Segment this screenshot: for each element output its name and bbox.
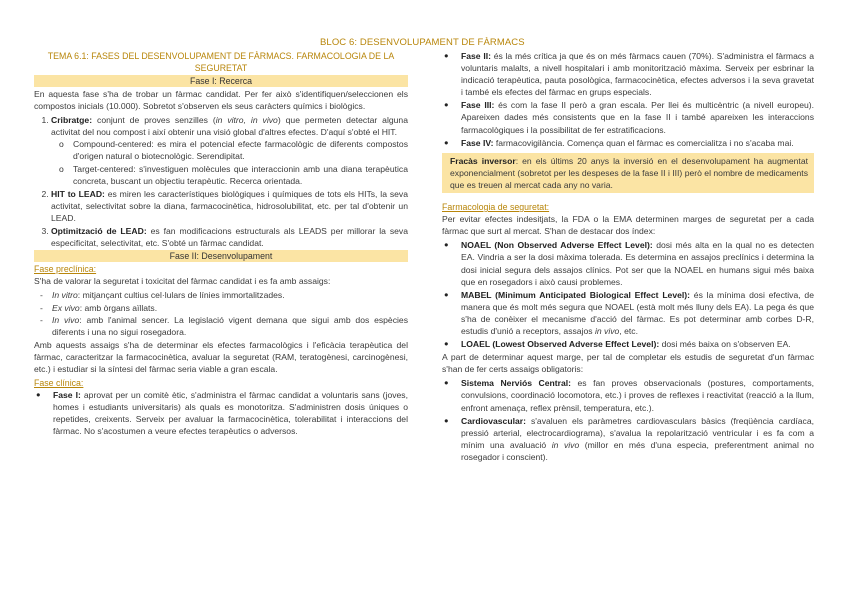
list-item bbox=[461, 289, 814, 337]
item-text: es fan proves observacionals (postures, comportaments, convulsions, coordinació locomotora, etc.) i proves de reflexes i reactivitat (reacció a la llum, enfront amenaça, reflex prènsil, temperatura, etc.). bbox=[461, 378, 814, 413]
list-item bbox=[461, 377, 814, 413]
item-text: es fan modificacions estructurals als LEADS per millorar la seva especificitat, selectivitat, etc. S'obté un fàrmac candidat. bbox=[51, 226, 408, 249]
list-item bbox=[51, 225, 408, 249]
item-term: MABEL (Minimum Anticipated Biological Effect Level): bbox=[461, 289, 691, 300]
list-item bbox=[52, 289, 408, 301]
item-italic: In vivo bbox=[52, 314, 80, 325]
item-italic: in vivo bbox=[551, 439, 580, 450]
list-item bbox=[461, 338, 814, 350]
item-italic: in vivo bbox=[594, 325, 620, 336]
item-text: farmacovigilància. Comença quan el fàrmac es comercialitza i no s'acaba mai. bbox=[493, 137, 794, 148]
item-term: Fase III: bbox=[461, 100, 495, 111]
item-text: : mitjançant cultius cel·lulars de línies immortalitzades. bbox=[77, 290, 285, 301]
list-item bbox=[52, 314, 408, 338]
note-text: : en els últims 20 anys la inversió en el desenvolupament ha augmentat exponencialment (sobretot per les despeses de la fase II i III) però el nombre de medicaments que es treuen al mercat cada any no varia. bbox=[450, 155, 808, 190]
item-text: (millor en més d'una especia, preferentment animal no rosegador i conscient). bbox=[461, 439, 814, 462]
clinica-title: Fase clínica: bbox=[34, 378, 84, 389]
item-text: es miren les característiques biològiques i químiques de tots els HITs, la seva activitat, selectivitat sobre la diana, farmacocinètica, hidrosolubilitat, etc. per tal d'obtenir un LEAD. bbox=[51, 188, 408, 223]
item-text: és com la fase II però a gran escala. Per llei és multicèntric (a nivell europeu). Apareixen dades més consistents que en la fase II i també apareixen les interaccions farmacològiques i la possibilitat de fer estratificacions. bbox=[461, 100, 815, 135]
item-term: Fase IV: bbox=[461, 137, 494, 148]
item-term: Optimització de LEAD: bbox=[51, 226, 147, 237]
item-italic: in vitro, in vivo bbox=[215, 115, 278, 126]
item-text: és la més crítica ja que és on més fàrmacs cauen (70%). S'administra el fàrmacs a voluntaris malalts, a nivell hospitalari i amb monitorització màxima. Serveix per esbrinar la indicació terapèutica, pauta posològica, farmacocinètica, efectes adversos i la seva gravetat i també els efectes del fàrmac en grups especials. bbox=[461, 51, 814, 98]
item-term: Cardiovascular: bbox=[461, 415, 526, 426]
preclinica-title: Fase preclínica: bbox=[34, 264, 97, 275]
list-item bbox=[461, 99, 814, 135]
list-item bbox=[461, 239, 814, 287]
item-term: NOAEL (Non Observed Adverse Effect Level): bbox=[461, 240, 653, 251]
item-term: Fase II: bbox=[461, 51, 491, 61]
bloc-title: BLOC 6: DESENVOLUPAMENT DE FÀRMACS bbox=[320, 37, 525, 48]
right-column bbox=[442, 50, 814, 464]
safety-index-list bbox=[442, 239, 814, 350]
list-item bbox=[52, 302, 408, 314]
item-italic: In vitro bbox=[52, 290, 78, 301]
item-term: Fase I: bbox=[53, 390, 81, 401]
item-term: HIT to LEAD: bbox=[51, 188, 105, 199]
item-term: Sistema Nerviós Central: bbox=[461, 378, 571, 389]
item-text: conjunt de proves senzilles ( bbox=[92, 115, 216, 126]
clinical-phases-list-cont bbox=[442, 50, 814, 149]
item-italic: Ex vivo bbox=[52, 302, 80, 313]
screening-sublist bbox=[51, 138, 408, 186]
phase2-band: Fase II: Desenvolupament bbox=[34, 250, 408, 262]
marge-intro: A part de determinar aquest marge, per tal de completar els estudis de seguretat d'un fàrmac s'han de fer certs assaigs obligatoris: bbox=[442, 352, 814, 375]
item-text: dosi més alta en la qual no es detecten EA. Vindria a ser la dosi màxima tolerada. Es determina en assajos preclínics i determina la dosi inicial segura dels assajos clínics. Pot ser que la NOAEL en humans sigui més baixa que en rosegadors i això causi problemes. bbox=[461, 240, 814, 287]
note-paragraph bbox=[450, 155, 808, 191]
item-text: ) que permeten detectar alguna activitat del nou compost i així obtenir una visió global d'altres efectes. D'aquí s'obté el HIT. bbox=[51, 115, 408, 138]
list-item bbox=[461, 50, 814, 98]
item-text: s'avaluen els paràmetres cardiovasculars bàsics (freqüència cardíaca, pressió arterial, electrocardiograma), s'avalua la repolarització ventricular i es fa com a mínim una avaluació bbox=[461, 415, 814, 450]
list-item bbox=[461, 415, 814, 463]
assays-list bbox=[34, 289, 408, 337]
item-text: dosi més baixa on s'observen EA. bbox=[659, 339, 791, 350]
preclinica-outro: Amb aquests assaigs s'ha de determinar els efectes farmacològics i l'eficàcia terapèutica del fàrmac, caracteritzar la farmacocinètica, avaluar la seguretat (RAM, teratogènesi, carcinogènesi, etc.) i estudiar si la síntesi del fàrmac seria viable a gran escala. bbox=[34, 339, 408, 374]
clinical-phases-list bbox=[34, 389, 408, 437]
mandatory-assays-list bbox=[442, 377, 814, 463]
investment-failure-note bbox=[442, 153, 814, 193]
note-term: Fracàs inversor bbox=[450, 155, 516, 166]
tema-title: TEMA 6.1: FASES DEL DESENVOLUPAMENT DE FÀRMACS. FARMACOLOGIA DE LA SEGURETAT bbox=[47, 51, 395, 73]
list-item: o Target-centered: s'investiguen molècules que interaccionin amb una diana terapèutica concreta, buscant un objectiu terapèutic. Recerca orientada. bbox=[73, 163, 408, 187]
item-term: LOAEL (Lowest Observed Adverse Effect Level): bbox=[461, 339, 660, 350]
phase1-intro: En aquesta fase s'ha de trobar un fàrmac candidat. Per fer això s'identifiquen/seleccionen els compostos inicials (10.000). Sobretot s'observen els seus caràcters químics i biològics. bbox=[34, 89, 408, 112]
item-text: aprovat per un comitè ètic, s'administra el fàrmac candidat a voluntaris sans (joves, homes i estudiants universitaris) als quals es monotoritza. S'administren dosis úniques o repetides, creixents. Serveix per avaluar la farmacocinètica, tolerabilitat i interaccions del fàrmac. No s'acostumen a veure efectes terapèutics o adversos. bbox=[53, 390, 408, 437]
list-item bbox=[51, 188, 408, 224]
item-term: Cribratge: bbox=[51, 115, 93, 126]
preclinica-intro: S'ha de valorar la seguretat i toxicitat del fàrmac candidat i es fa amb assaigs: bbox=[34, 276, 331, 287]
item-text: : amb òrgans aïllats. bbox=[79, 302, 158, 313]
farmaco-intro: Per evitar efectes indesitjats, la FDA o la EMA determinen marges de seguretat per a cada fàrmac que surt al mercat. S'han de destacar dos índex: bbox=[442, 214, 814, 237]
item-text: és la mínima dosi efectiva, de manera que és molt més segura que NOAEL (està molt més lluny dels EA). La pega és que s'ha de conèixer el mecanisme d'acció del fàrmac. Es pot determinar amb corbes D-R, estudis d'unió a receptors, assajos bbox=[461, 289, 814, 336]
list-item bbox=[53, 389, 408, 437]
item-text: , etc. bbox=[619, 325, 638, 336]
left-column bbox=[34, 50, 408, 439]
item-text: : amb l'animal sencer. La legislació vigent demana que sigui amb dos espècies diferents i una no sigui rosegadora. bbox=[52, 314, 408, 337]
research-steps-list bbox=[34, 114, 408, 249]
list-item bbox=[461, 137, 814, 149]
list-item bbox=[51, 114, 408, 187]
farmaco-title: Farmacologia de seguretat: bbox=[442, 202, 550, 213]
list-item: o Compound-centered: es mira el potencial efecte farmacològic de diferents compostos d'origen natural o biotecnològic. Serendipitat. bbox=[73, 138, 408, 162]
phase1-band: Fase I: Recerca bbox=[34, 75, 408, 87]
